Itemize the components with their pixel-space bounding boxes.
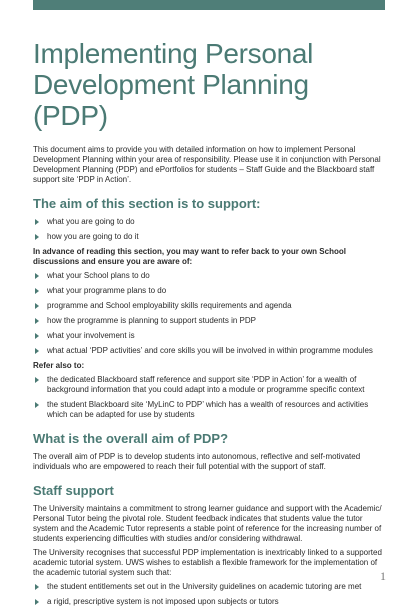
advance-reading-note: In advance of reading this section, you may want to refer back to your own School discussions and ensure you are aware of:: [33, 247, 346, 266]
page-title: Implementing Personal Development Planning (PDP): [33, 38, 314, 131]
list-item: programme and School employability skills requirements and agenda: [33, 301, 385, 311]
refer-also-label: Refer also to:: [33, 361, 85, 370]
list-item: how the programme is planning to support students in PDP: [33, 316, 385, 326]
refer-bullet-list: [33, 375, 385, 420]
list-item: what your involvement is: [33, 331, 385, 341]
overall-aim-paragraph: The overall aim of PDP is to develop students into autonomous, reflective and self-motivated individuals who are empowered to reach their full potential with the support of staff.: [33, 452, 361, 471]
arrow-bullet-icon: [35, 234, 39, 240]
arrow-bullet-icon: [35, 599, 39, 605]
list-item: the student entitlements set out in the University guidelines on academic tutoring are met: [33, 582, 385, 592]
list-item: what your programme plans to do: [33, 286, 385, 296]
list-item: the student Blackboard site ‘MyLinC to PDP’ which has a wealth of resources and activities which can be adapted for use by students: [33, 400, 385, 420]
staff-support-paragraph-1: The University maintains a commitment to strong learner guidance and support with the Academic/ Personal Tutor being the pivotal role. Student feedback indicates that students value the tutor system and the Academic Tutor represents a stable point of reference for the increasing number of students experiencing difficulties with studies and/or considering withdrawal.: [33, 504, 382, 543]
page-number: 1: [380, 569, 386, 583]
section-heading-staff-support: Staff support: [33, 483, 114, 498]
aim-bullet-list: [33, 217, 385, 242]
arrow-bullet-icon: [35, 348, 39, 354]
arrow-bullet-icon: [35, 273, 39, 279]
arrow-bullet-icon: [35, 219, 39, 225]
staff-support-bullet-list: [33, 582, 385, 607]
arrow-bullet-icon: [35, 584, 39, 590]
header-bar: [33, 0, 385, 10]
list-item: the dedicated Blackboard staff reference and support site ‘PDP in Action’ for a wealth of background information that you could adapt into a module or programme specific context: [33, 375, 385, 395]
arrow-bullet-icon: [35, 402, 39, 408]
list-item: what actual ‘PDP activities’ and core skills you will be involved in within programme modules: [33, 346, 385, 356]
list-item: how you are going to do it: [33, 232, 385, 242]
section-heading-overall-aim: What is the overall aim of PDP?: [33, 431, 229, 446]
staff-support-paragraph-2: The University recognises that successful PDP implementation is inextricably linked to a supported academic tutorial system. UWS wishes to establish a flexible framework for the implementation of the academic tutorial system such that:: [33, 548, 382, 577]
document-body: [33, 38, 385, 612]
list-item: a rigid, prescriptive system is not imposed upon subjects or tutors: [33, 597, 385, 607]
arrow-bullet-icon: [35, 303, 39, 309]
list-item: what your School plans to do: [33, 271, 385, 281]
arrow-bullet-icon: [35, 288, 39, 294]
advance-bullet-list: [33, 271, 385, 356]
intro-paragraph: This document aims to provide you with detailed information on how to implement Personal Development Planning within your area of responsibility. Please use it in conjunction with Personal Development Planning (PDP) and ePortfolios for students – Staff Guide and the Blackboard staff support site ‘PDP in Action’.: [33, 145, 381, 184]
arrow-bullet-icon: [35, 377, 39, 383]
list-item: what you are going to do: [33, 217, 385, 227]
arrow-bullet-icon: [35, 318, 39, 324]
arrow-bullet-icon: [35, 333, 39, 339]
section-heading-aim: The aim of this section is to support:: [33, 196, 261, 211]
